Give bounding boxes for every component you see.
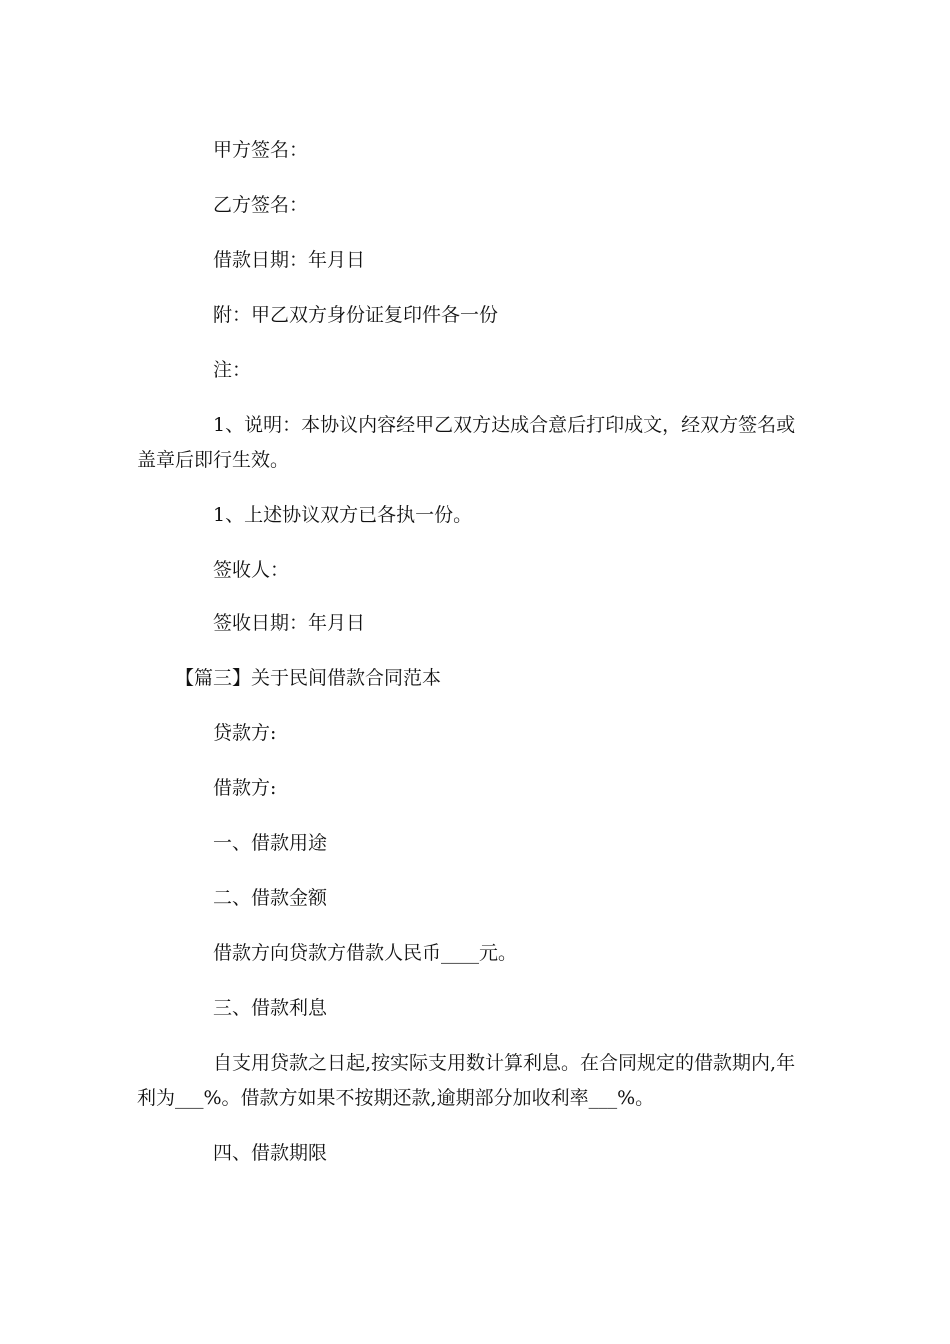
clause-2-title: 二、借款金额 (213, 887, 328, 909)
section-title: 【篇三】关于民间借款合同范本 (175, 667, 442, 689)
party-b-signature: 乙方签名： (213, 194, 309, 216)
party-a-signature: 甲方签名： (213, 139, 309, 161)
clause-1-title: 一、借款用途 (213, 832, 328, 854)
note-1-line-2: 盖章后即行生效。 (137, 449, 290, 471)
note-1-line-1: 1、说明：本协议内容经甲乙双方达成合意后打印成文，经双方签名或 (213, 414, 796, 436)
lender-label: 贷款方: (213, 722, 277, 744)
clause-3-title: 三、借款利息 (213, 997, 328, 1019)
borrower-label: 借款方: (213, 777, 277, 799)
clause-4-title: 四、借款期限 (213, 1142, 328, 1164)
clause-3-text-line-1: 自支用贷款之日起,按实际支用数计算利息。在合同规定的借款期内,年 (213, 1052, 796, 1074)
clause-2-text: 借款方向贷款方借款人民币____元。 (213, 942, 518, 964)
loan-date: 借款日期：年月日 (213, 249, 366, 271)
clause-3-text-line-2: 利为___%。借款方如果不按期还款,逾期部分加收利率___%。 (137, 1087, 655, 1109)
attachment-note: 附：甲乙双方身份证复印件各一份 (213, 304, 499, 326)
note-label: 注： (213, 359, 252, 381)
receipt-date: 签收日期：年月日 (213, 612, 366, 634)
note-2: 1、上述协议双方已各执一份。 (213, 504, 473, 526)
receiver-label: 签收人： (213, 559, 290, 581)
